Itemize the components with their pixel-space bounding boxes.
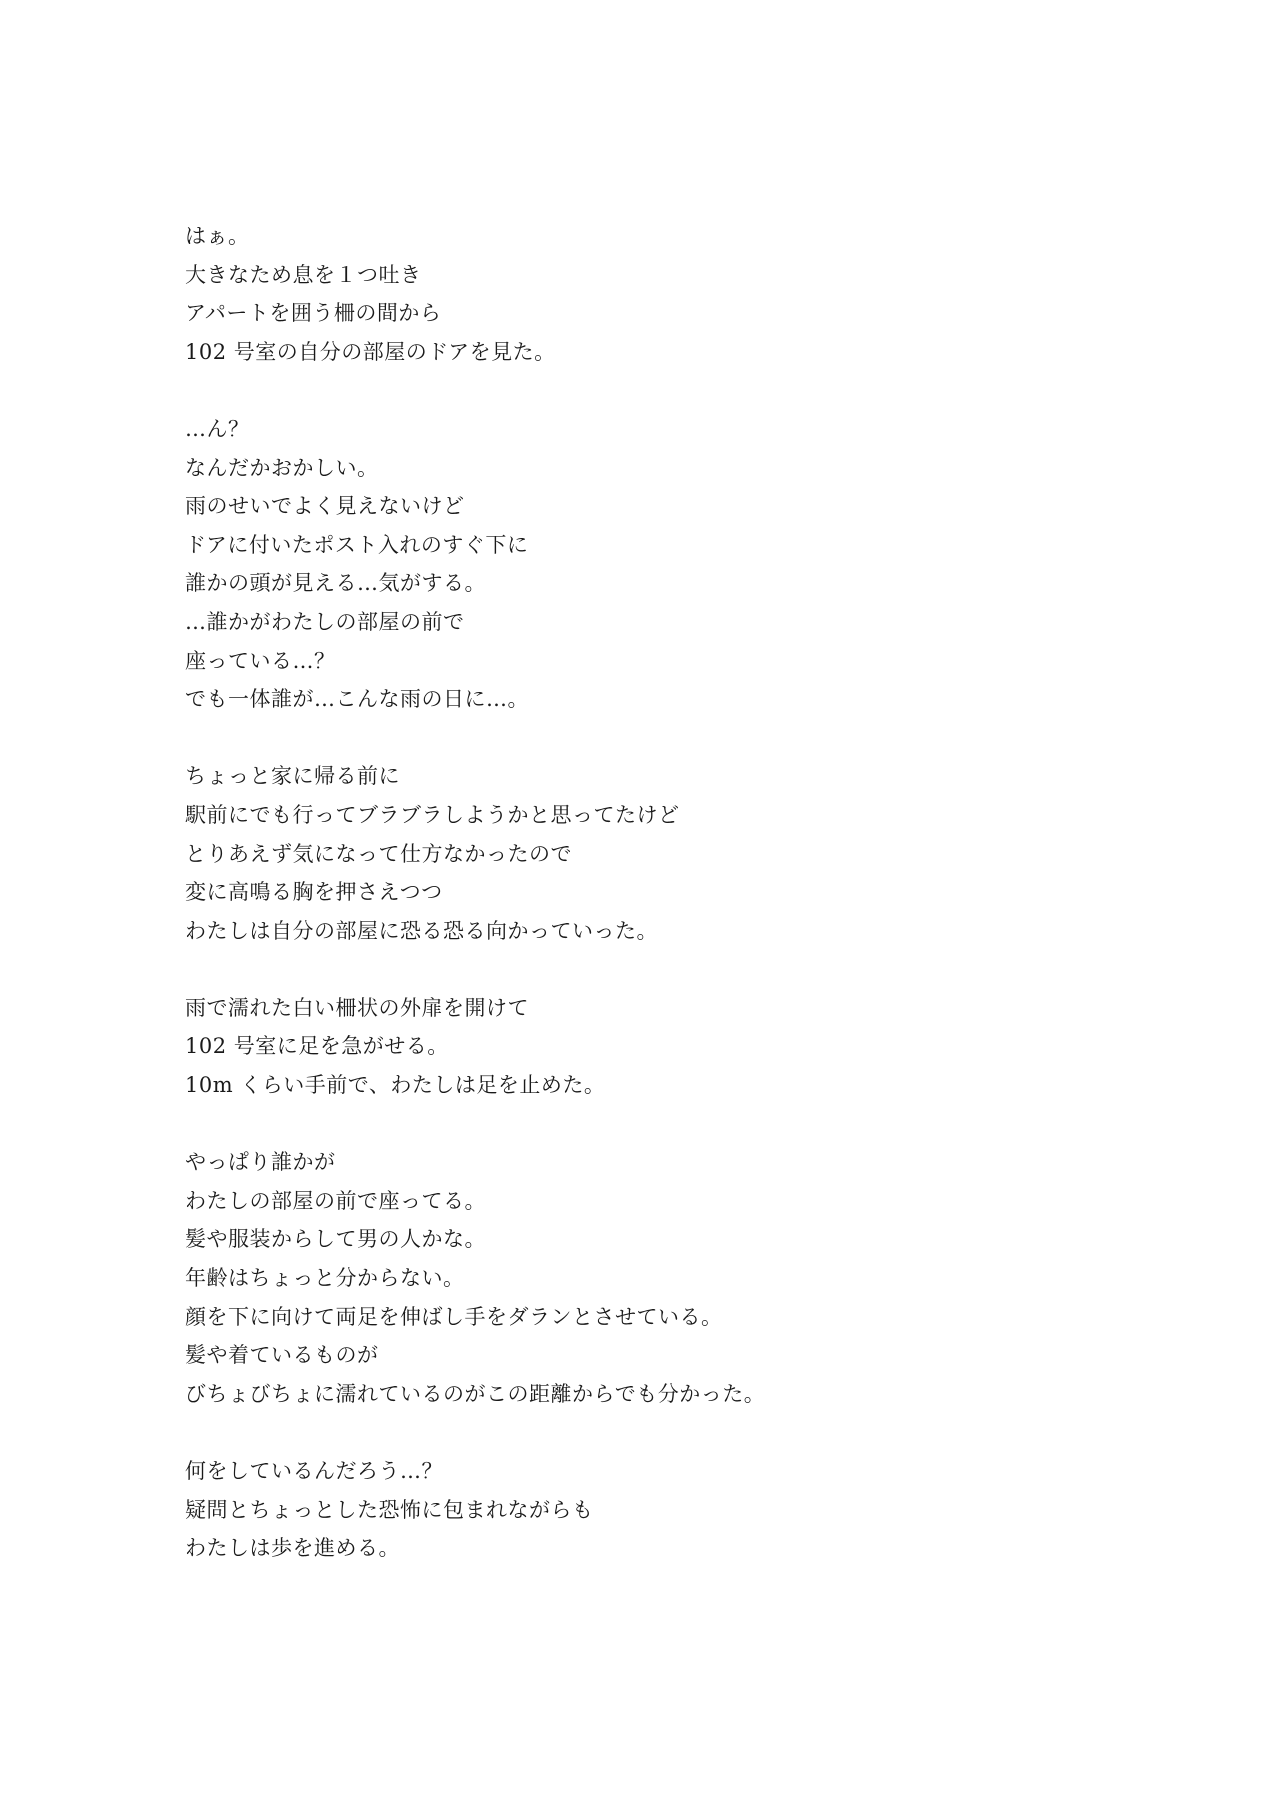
text-line: アパートを囲う柵の間から (185, 301, 442, 326)
paragraph-3 (185, 757, 1185, 950)
text-line: でも一体誰が…こんな雨の日に…。 (185, 687, 529, 712)
paragraph-4 (185, 989, 1185, 1105)
text-line: やっぱり誰かが (185, 1150, 336, 1175)
paragraph-gap (185, 1413, 1185, 1452)
text-line: 大きなため息を１つ吐き (185, 262, 422, 287)
text-line: はぁ。 (185, 224, 250, 248)
text-line: 何をしているんだろう…？ (185, 1459, 443, 1483)
text-line: 顔を下に向けて両足を伸ばし手をダランとさせている。 (185, 1304, 723, 1329)
text-line: とりあえず気になって仕方なかったので (185, 841, 572, 866)
text-line: …誰かがわたしの部屋の前で (185, 609, 465, 634)
text-line: 102 号室に足を急がせる。 (185, 1034, 449, 1059)
paragraph-1 (185, 217, 1185, 371)
text-line: ちょっと家に帰る前に (185, 764, 400, 789)
text-line: わたしは自分の部屋に恐る恐る向かっていった。 (185, 918, 658, 943)
paragraph-2 (185, 410, 1185, 719)
text-line: 髪や服装からして男の人かな。 (185, 1227, 486, 1252)
text-line: 雨のせいでよく見えないけど (185, 494, 465, 519)
text-line: …ん？ (185, 416, 250, 441)
text-line: わたしは歩を進める。 (185, 1536, 400, 1561)
text-line: 座っている…？ (185, 648, 336, 673)
text-line: 駅前にでも行ってブラブラしようかと思ってたけど (185, 802, 680, 827)
text-line: 雨で濡れた白い柵状の外扉を開けて (185, 995, 529, 1020)
text-line: わたしの部屋の前で座ってる。 (185, 1188, 486, 1213)
text-line: 年齢はちょっと分からない。 (185, 1266, 465, 1291)
text-line: 10m くらい手前で、わたしは足を止めた。 (185, 1073, 606, 1098)
text-line: びちょびちょに濡れているのがこの距離からでも分かった。 (185, 1381, 766, 1406)
paragraph-gap (185, 1105, 1185, 1144)
text-line: 疑問とちょっとした恐怖に包まれながらも (185, 1497, 594, 1522)
paragraph-gap (185, 950, 1185, 989)
text-line: 変に高鳴る胸を押さえつつ (185, 880, 443, 905)
text-line: なんだかおかしい。 (185, 455, 379, 480)
text-line: 髪や着ているものが (185, 1343, 379, 1368)
text-line: 誰かの頭が見える…気がする。 (185, 571, 486, 596)
paragraph-gap (185, 719, 1185, 758)
text-line: 102 号室の自分の部屋のドアを見た。 (185, 339, 556, 364)
paragraph-6 (185, 1452, 1185, 1568)
paragraph-5 (185, 1143, 1185, 1413)
paragraph-gap (185, 371, 1185, 410)
story-text (185, 217, 1185, 1568)
text-line: ドアに付いたポスト入れのすぐ下に (185, 532, 529, 557)
